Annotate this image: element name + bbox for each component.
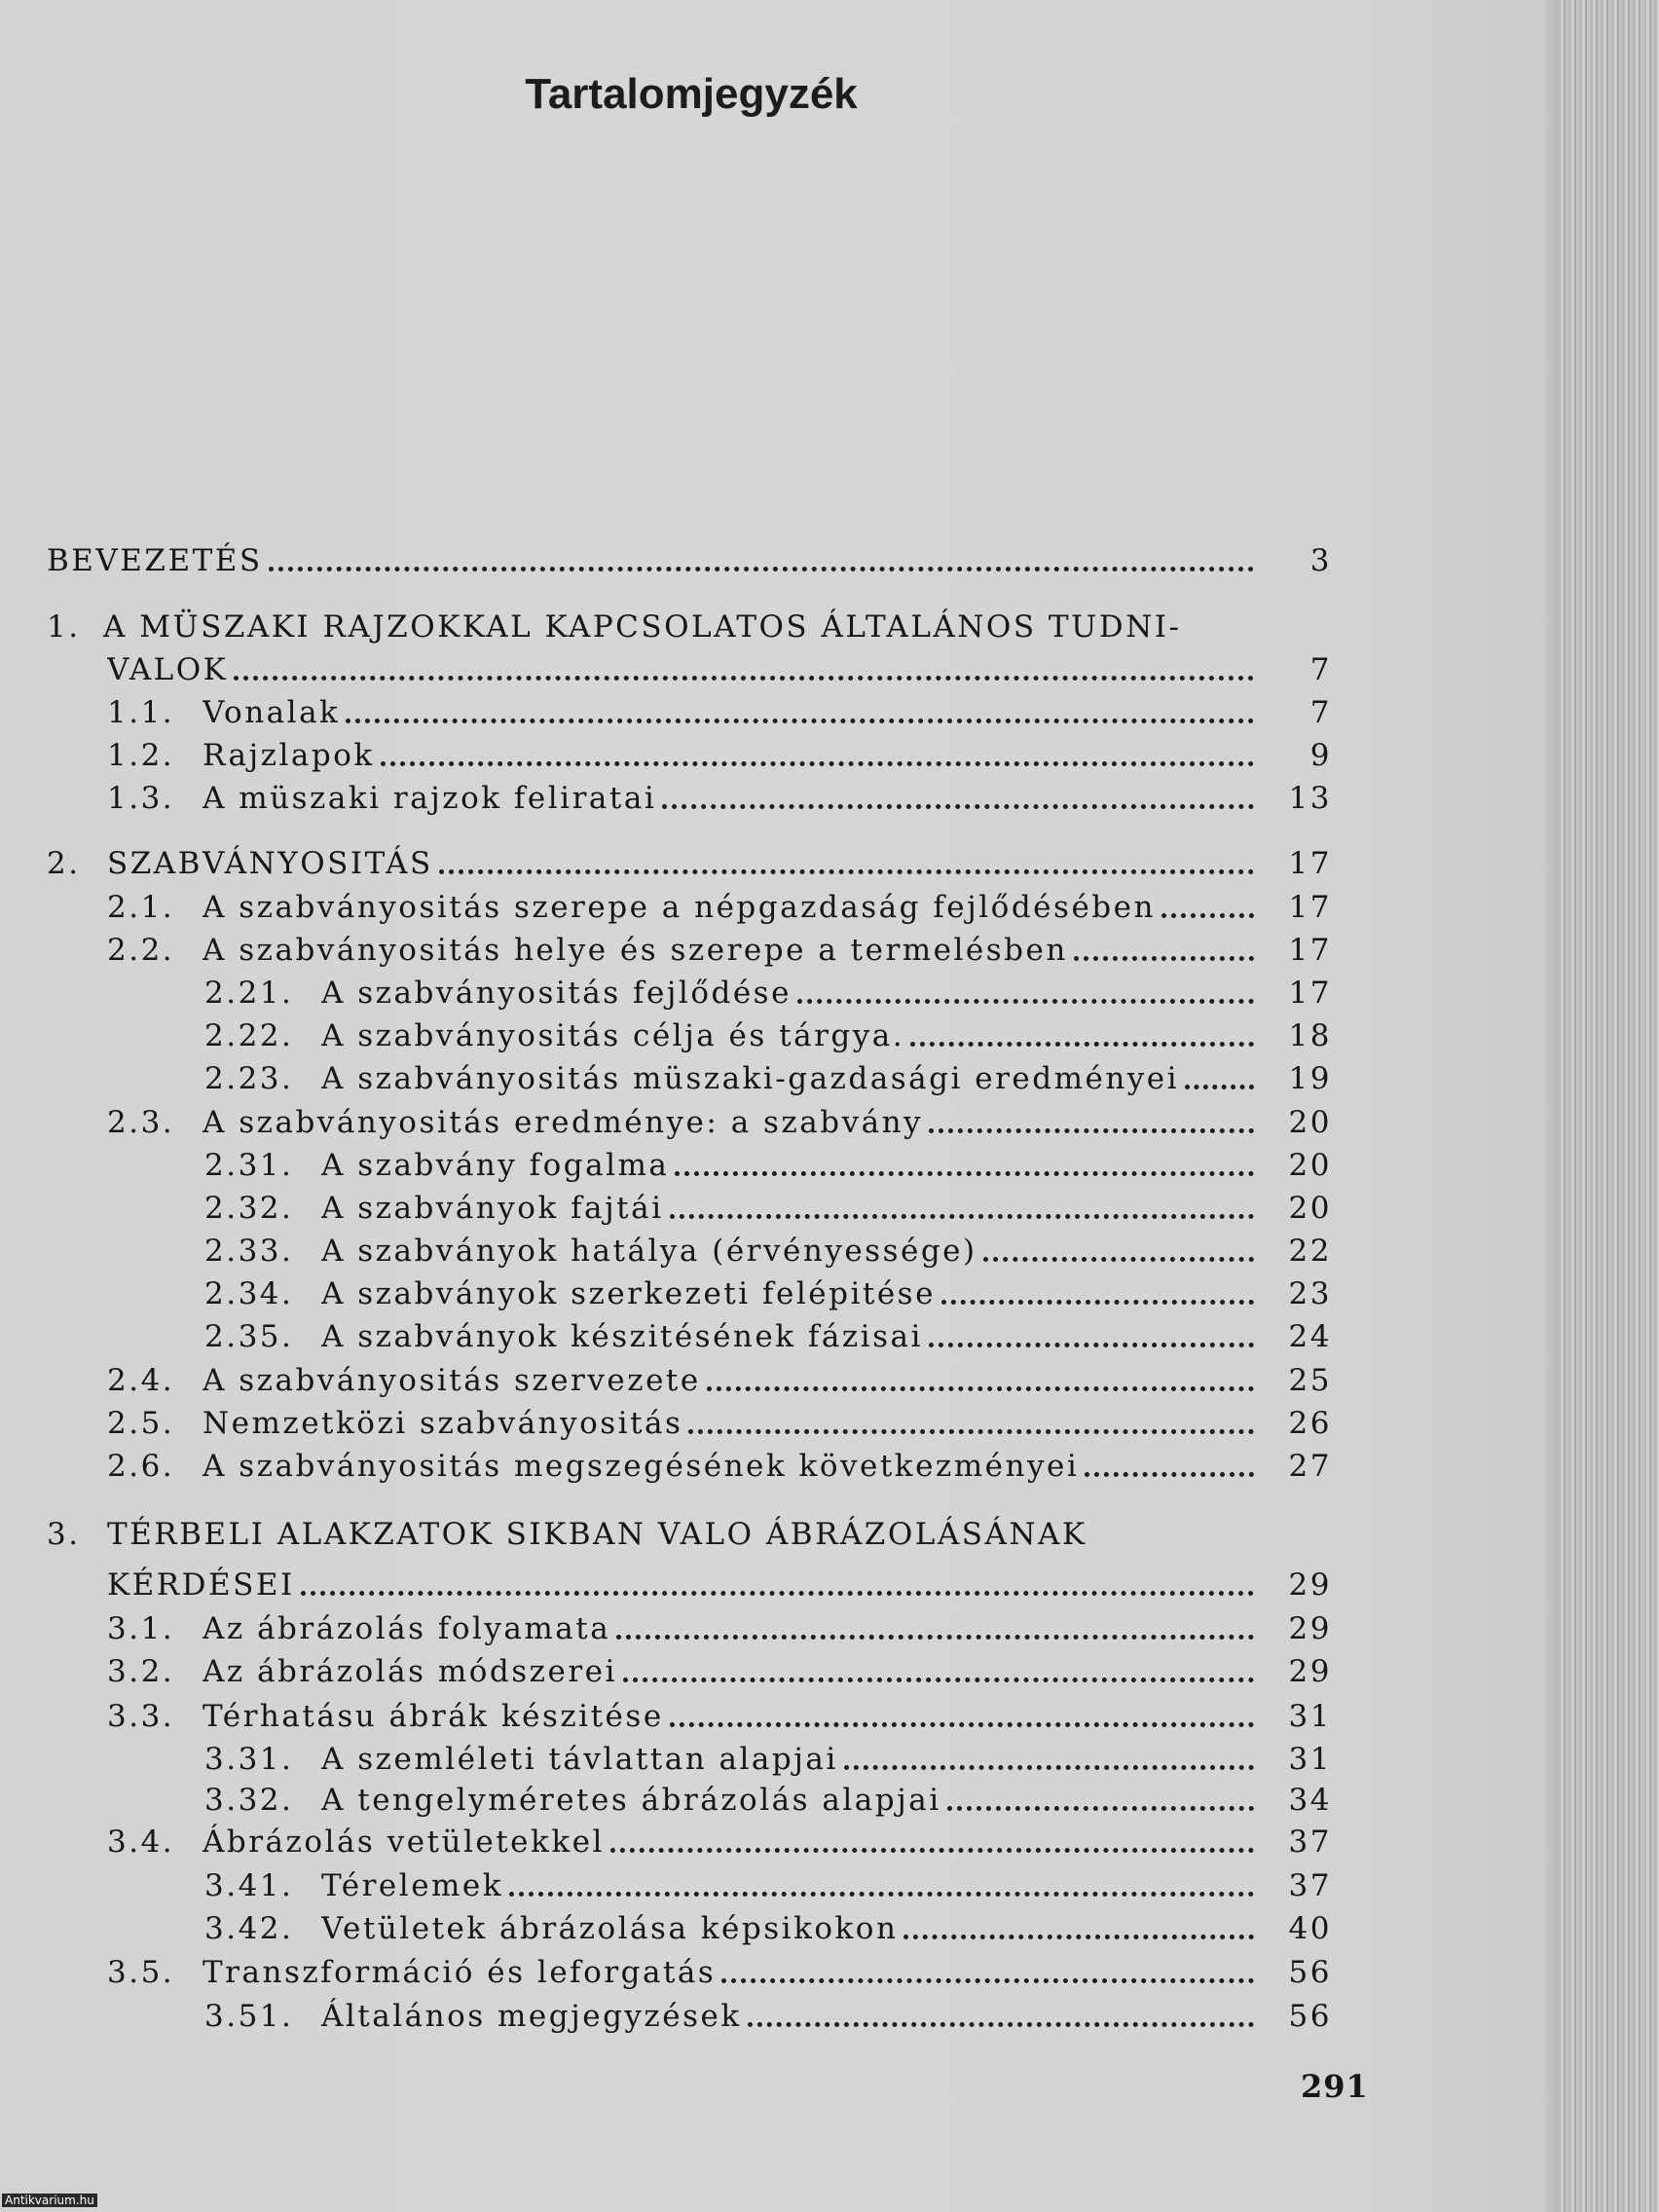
leader-dots <box>670 1694 1254 1727</box>
leader-dots <box>797 971 1254 1004</box>
toc-page-number: 37 <box>1288 1868 1332 1903</box>
toc-section <box>47 733 1332 778</box>
toc-entry-title: KÉRDÉSEI <box>107 1567 295 1603</box>
toc-chapter-number: 1. <box>47 609 81 645</box>
toc-page-number: 56 <box>1288 1955 1332 1990</box>
toc-entry-title: SZABVÁNYOSITÁS <box>107 846 433 881</box>
leader-dots <box>670 1186 1254 1219</box>
toc-section-number: 2.5. <box>107 1406 175 1441</box>
toc-entry-title: Transzformáció és leforgatás <box>203 1955 717 1990</box>
toc-section-number: 3.4. <box>107 1825 175 1860</box>
toc-page-number: 20 <box>1288 1148 1332 1183</box>
toc-subsection-number: 2.33. <box>204 1234 294 1269</box>
leader-dots <box>509 1863 1254 1897</box>
leader-dots <box>1185 1056 1254 1089</box>
toc-subsection-number: 3.51. <box>204 1999 294 2034</box>
toc-section-number: 3.5. <box>107 1955 175 1990</box>
toc-entry-title: VALOK <box>107 652 229 687</box>
toc-section <box>47 1649 1332 1694</box>
toc-page-number: 26 <box>1288 1406 1332 1441</box>
toc-page-number: 29 <box>1288 1567 1332 1603</box>
toc-entry-title: A szabványositás helye és szerepe a termelésben <box>203 933 1068 968</box>
toc-page-number: 31 <box>1288 1742 1332 1777</box>
toc-section-number: 2.1. <box>107 890 175 925</box>
toc-chapter-number: 2. <box>47 846 81 881</box>
toc-page-number: 40 <box>1288 1911 1332 1946</box>
leader-dots <box>910 1014 1254 1047</box>
leader-dots <box>1161 885 1254 918</box>
toc-page-number: 7 <box>1309 695 1332 730</box>
toc-chapter-3 <box>47 1563 1332 1607</box>
toc-section-number: 2.6. <box>107 1449 175 1484</box>
toc-page-number: 18 <box>1288 1018 1332 1053</box>
toc-section <box>47 885 1332 930</box>
toc-section <box>47 1401 1332 1446</box>
toc-subsection-number: 2.23. <box>204 1061 294 1096</box>
toc-entry-title: A szabványok szerkezeti felépitése <box>321 1276 936 1311</box>
toc-subsection <box>47 1186 1332 1231</box>
toc-entry-title: Általános megjegyzések <box>321 1999 742 2034</box>
leader-dots <box>1085 1444 1254 1477</box>
toc-subsection <box>47 1143 1332 1188</box>
toc-section-number: 3.3. <box>107 1699 175 1734</box>
toc-entry-title: Vonalak <box>203 695 341 730</box>
toc-subsection-number: 3.32. <box>204 1783 294 1818</box>
toc-section-number: 2.4. <box>107 1363 175 1398</box>
toc-chapter-number: 3. <box>47 1517 81 1552</box>
toc-section <box>47 928 1332 973</box>
toc-page-number: 22 <box>1288 1234 1332 1269</box>
toc-entry-bevezetes <box>47 538 1332 583</box>
leader-dots <box>1074 928 1254 961</box>
toc-entry-title: Rajzlapok <box>203 738 375 773</box>
leader-dots <box>688 1401 1254 1434</box>
toc-chapter-1 <box>47 647 1332 692</box>
toc-subsection <box>47 1863 1332 1908</box>
leader-dots <box>346 690 1254 723</box>
toc-entry-title: BEVEZETÉS <box>47 543 263 578</box>
toc-page-number: 9 <box>1309 738 1332 773</box>
toc-page-number: 37 <box>1288 1825 1332 1860</box>
leader-dots <box>748 1994 1254 2027</box>
toc-page-number: 20 <box>1288 1105 1332 1140</box>
toc-page-number: 25 <box>1288 1363 1332 1398</box>
toc-page-number: 20 <box>1288 1191 1332 1226</box>
toc-section <box>47 776 1332 821</box>
toc-page-number: 24 <box>1288 1319 1332 1354</box>
toc-page-number: 23 <box>1288 1276 1332 1311</box>
toc-page-number: 31 <box>1288 1699 1332 1734</box>
toc-section-number: 1.2. <box>107 738 175 773</box>
toc-page-number: 27 <box>1288 1449 1332 1484</box>
toc-page-number: 17 <box>1288 933 1332 968</box>
leader-dots <box>439 841 1254 874</box>
toc-page-number: 17 <box>1288 890 1332 925</box>
toc-entry-title: A tengelyméretes ábrázolás alapjai <box>321 1783 941 1818</box>
toc-subsection-number: 3.31. <box>204 1742 294 1777</box>
toc-entry-title: Nemzetközi szabványositás <box>203 1406 683 1441</box>
toc-entry-title: A szabványositás eredménye: a szabvány <box>203 1105 924 1140</box>
toc-entry-title: A szabványositás szerepe a népgazdaság fejlődésében <box>203 890 1156 925</box>
toc-entry-title: Vetületek ábrázolása képsikokon <box>321 1911 899 1946</box>
leader-dots <box>947 1778 1254 1811</box>
toc-entry-title: A szabványositás müszaki-gazdasági eredményei <box>321 1061 1180 1096</box>
toc-entry-title: A szabványok készitésének fázisai <box>321 1319 923 1354</box>
leader-dots <box>381 733 1254 766</box>
toc-subsection <box>47 1056 1332 1101</box>
toc-section <box>47 1820 1332 1864</box>
watermark-credit: Antikvarium.hu <box>2 2194 97 2207</box>
toc-section-number: 2.2. <box>107 933 175 968</box>
toc-page-number: 29 <box>1288 1654 1332 1689</box>
toc-subsection-number: 2.21. <box>204 976 294 1011</box>
toc-page-number: 17 <box>1288 976 1332 1011</box>
leader-dots <box>610 1820 1254 1853</box>
page-folio-number: 291 <box>1301 2068 1369 2105</box>
toc-subsection <box>47 1737 1332 1782</box>
toc-section-number: 3.1. <box>107 1611 175 1646</box>
toc-subsection-number: 2.34. <box>204 1276 294 1311</box>
toc-entry-title: Térhatásu ábrák készitése <box>203 1699 664 1734</box>
leader-dots <box>941 1272 1254 1305</box>
toc-page-number: 29 <box>1288 1611 1332 1646</box>
leader-dots <box>616 1606 1254 1640</box>
toc-entry-title: A szabvány fogalma <box>321 1148 670 1183</box>
toc-subsection-number: 2.32. <box>204 1191 294 1226</box>
toc-subsection-number: 2.35. <box>204 1319 294 1354</box>
toc-section <box>47 690 1332 735</box>
toc-subsection <box>47 1229 1332 1273</box>
leader-dots <box>269 538 1254 571</box>
toc-entry-title: A szabványositás fejlődése <box>321 976 792 1011</box>
toc-subsection-number: 2.31. <box>204 1148 294 1183</box>
toc-section-number: 2.3. <box>107 1105 175 1140</box>
toc-entry-title: A szabványositás megszegésének következményei <box>203 1449 1080 1484</box>
toc-page-number: 19 <box>1288 1061 1332 1096</box>
toc-page-number: 13 <box>1288 781 1332 816</box>
toc-page-number: 56 <box>1288 1999 1332 2034</box>
toc-section-number: 1.3. <box>107 781 175 816</box>
toc-section <box>47 1950 1332 1995</box>
toc-subsection <box>47 1014 1332 1058</box>
leader-dots <box>623 1649 1254 1682</box>
toc-section <box>47 1358 1332 1403</box>
toc-page-number: 17 <box>1288 846 1332 881</box>
leader-dots <box>929 1314 1254 1347</box>
toc-entry-title: Az ábrázolás módszerei <box>203 1654 617 1689</box>
leader-dots <box>675 1143 1254 1176</box>
leader-dots <box>707 1358 1254 1391</box>
toc-subsection-number: 2.22. <box>204 1018 294 1053</box>
toc-subsection <box>47 1778 1332 1823</box>
toc-section-number: 1.1. <box>107 695 175 730</box>
toc-page-number: 3 <box>1309 543 1332 578</box>
toc-entry-title: Ábrázolás vetületekkel <box>203 1825 605 1860</box>
toc-section <box>47 1694 1332 1739</box>
toc-chapter-title: A MÜSZAKI RAJZOKKAL KAPCSOLATOS ÁLTALÁNOS TUDNI- <box>103 609 1182 645</box>
leader-dots <box>234 647 1254 681</box>
toc-entry-title: A szabványok fajtái <box>321 1191 664 1226</box>
toc-section-number: 3.2. <box>107 1654 175 1689</box>
toc-page-number: 34 <box>1288 1783 1332 1818</box>
toc-subsection <box>47 1272 1332 1316</box>
toc-subsection <box>47 1994 1332 2039</box>
toc-subsection <box>47 971 1332 1015</box>
toc-subsection <box>47 1314 1332 1359</box>
leader-dots <box>903 1906 1254 1939</box>
page-title: Tartalomjegyzék <box>525 70 858 118</box>
toc-section <box>47 1444 1332 1489</box>
toc-section <box>47 1606 1332 1651</box>
leader-dots <box>301 1563 1254 1596</box>
toc-entry-title: Az ábrázolás folyamata <box>203 1611 611 1646</box>
toc-chapter-1-heading <box>47 605 1332 649</box>
leader-dots <box>721 1950 1254 1983</box>
toc-page-number: 7 <box>1309 652 1332 687</box>
leader-dots <box>983 1229 1254 1262</box>
toc-subsection-number: 3.41. <box>204 1868 294 1903</box>
toc-subsection-number: 3.42. <box>204 1911 294 1946</box>
leader-dots <box>844 1737 1254 1770</box>
toc-entry-title: A szabványositás célja és tárgya. <box>321 1018 905 1053</box>
toc-entry-title: Térelemek <box>321 1868 504 1903</box>
toc-chapter-title: TÉRBELI ALAKZATOK SIKBAN VALO ÁBRÁZOLÁSÁNAK <box>107 1517 1088 1552</box>
toc-entry-title: A szabványositás szervezete <box>203 1363 701 1398</box>
toc-entry-title: A müszaki rajzok feliratai <box>203 781 657 816</box>
toc-section <box>47 1100 1332 1145</box>
toc-chapter-2 <box>47 841 1332 886</box>
toc-entry-title: A szemléleti távlattan alapjai <box>321 1742 838 1777</box>
leader-dots <box>929 1100 1254 1133</box>
toc-entry-title: A szabványok hatálya (érvényessége) <box>321 1234 977 1269</box>
toc-subsection <box>47 1906 1332 1951</box>
toc-chapter-3-heading <box>47 1512 1332 1557</box>
leader-dots <box>662 776 1254 809</box>
page-stack-edge <box>1558 0 1659 2212</box>
